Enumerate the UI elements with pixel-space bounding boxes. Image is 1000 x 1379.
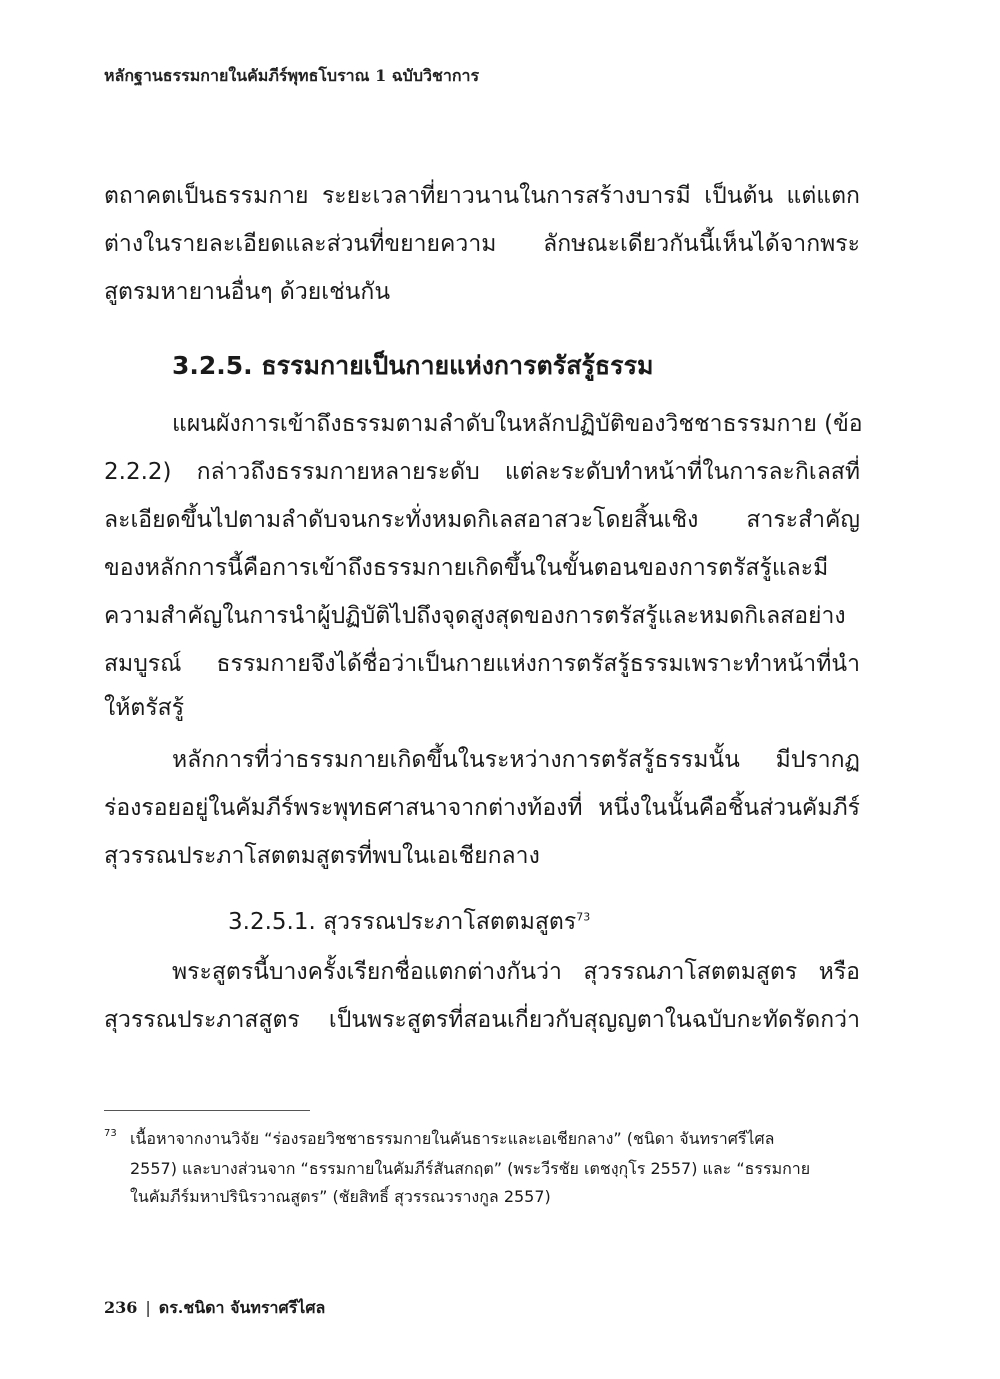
author-name: ดร.ชนิดา จันทราศรีไศล: [158, 1298, 326, 1317]
body-line: ของหลักการนี้คือการเข้าถึงธรรมกายเกิดขึ้นในขั้นตอนของการตรัสรู้และมี: [104, 555, 829, 581]
footnote-divider: [104, 1110, 310, 1111]
footer-separator: |: [145, 1298, 151, 1317]
body-line: 2.2.2) กล่าวถึงธรรมกายหลายระดับ แต่ละระดับทำหน้าที่ในการละกิเลสที่: [104, 459, 860, 485]
body-line: หลักการที่ว่าธรรมกายเกิดขึ้นในระหว่างการตรัสรู้ธรรมนั้น มีปรากฏ: [172, 747, 860, 773]
running-header: หลักฐานธรรมกายในคัมภีร์พุทธโบราณ 1 ฉบับวิชาการ: [104, 66, 480, 85]
subsection-heading: [228, 904, 590, 940]
body-line: สุวรรณประภาโสตตมสูตรที่พบในเอเชียกลาง: [104, 843, 540, 869]
body-line: ร่องรอยอยู่ในคัมภีร์พระพุทธศาสนาจากต่างท้องที่ หนึ่งในนั้นคือชิ้นส่วนคัมภีร์: [104, 795, 860, 821]
body-line: แผนผังการเข้าถึงธรรมตามลำดับในหลักปฏิบัติของวิชชาธรรมกาย (ข้อ: [172, 411, 863, 437]
page-footer: [104, 1296, 325, 1321]
footnote-line: ในคัมภีร์มหาปรินิรวาณสูตร” (ชัยสิทธิ์ สุวรรณวรางกูล 2557): [130, 1187, 551, 1206]
body-line: พระสูตรนี้บางครั้งเรียกชื่อแตกต่างกันว่า สุวรรณภาโสตตมสูตร หรือ: [172, 959, 860, 985]
body-line: สูตรมหายานอื่นๆ ด้วยเช่นกัน: [104, 279, 391, 305]
page-number: 236: [104, 1298, 138, 1317]
body-line: สุวรรณประภาสสูตร เป็นพระสูตรที่สอนเกี่ยวกับสุญญตาในฉบับกะทัดรัดกว่า: [104, 1007, 860, 1033]
footnote-line: เนื้อหาจากงานวิจัย “ร่องรอยวิชชาธรรมกายในคันธาระและเอเชียกลาง” (ชนิดา จันทราศรีไศล: [130, 1129, 775, 1148]
body-line: ตถาคตเป็นธรรมกาย ระยะเวลาที่ยาวนานในการสร้างบารมี เป็นต้น แต่แตก: [104, 183, 860, 209]
footnote-marker: 73: [104, 1128, 117, 1139]
body-line: ละเอียดขึ้นไปตามลำดับจนกระทั่งหมดกิเลสอาสวะโดยสิ้นเชิง สาระสำคัญ: [104, 507, 860, 533]
body-line: ต่างในรายละเอียดและส่วนที่ขยายความ ลักษณะเดียวกันนี้เห็นได้จากพระ: [104, 231, 860, 257]
footnote-reference[interactable]: 73: [576, 910, 591, 924]
footnote-line: 2557) และบางส่วนจาก “ธรรมกายในคัมภีร์สันสกฤต” (พระวีรชัย เตชงฺกุโร 2557) และ “ธรรมกาย: [130, 1159, 811, 1178]
body-line: ความสำคัญในการนำผู้ปฏิบัติไปถึงจุดสูงสุดของการตรัสรู้และหมดกิเลสอย่าง: [104, 603, 846, 629]
subsection-title: 3.2.5.1. สุวรรณประภาโสตตมสูตร: [228, 909, 577, 935]
body-line: สมบูรณ์ ธรรมกายจึงได้ชื่อว่าเป็นกายแห่งการตรัสรู้ธรรมเพราะทำหน้าที่นำ: [104, 651, 860, 677]
section-heading: 3.2.5. ธรรมกายเป็นกายแห่งการตรัสรู้ธรรม: [172, 351, 654, 380]
body-line: ให้ตรัสรู้: [104, 695, 185, 721]
